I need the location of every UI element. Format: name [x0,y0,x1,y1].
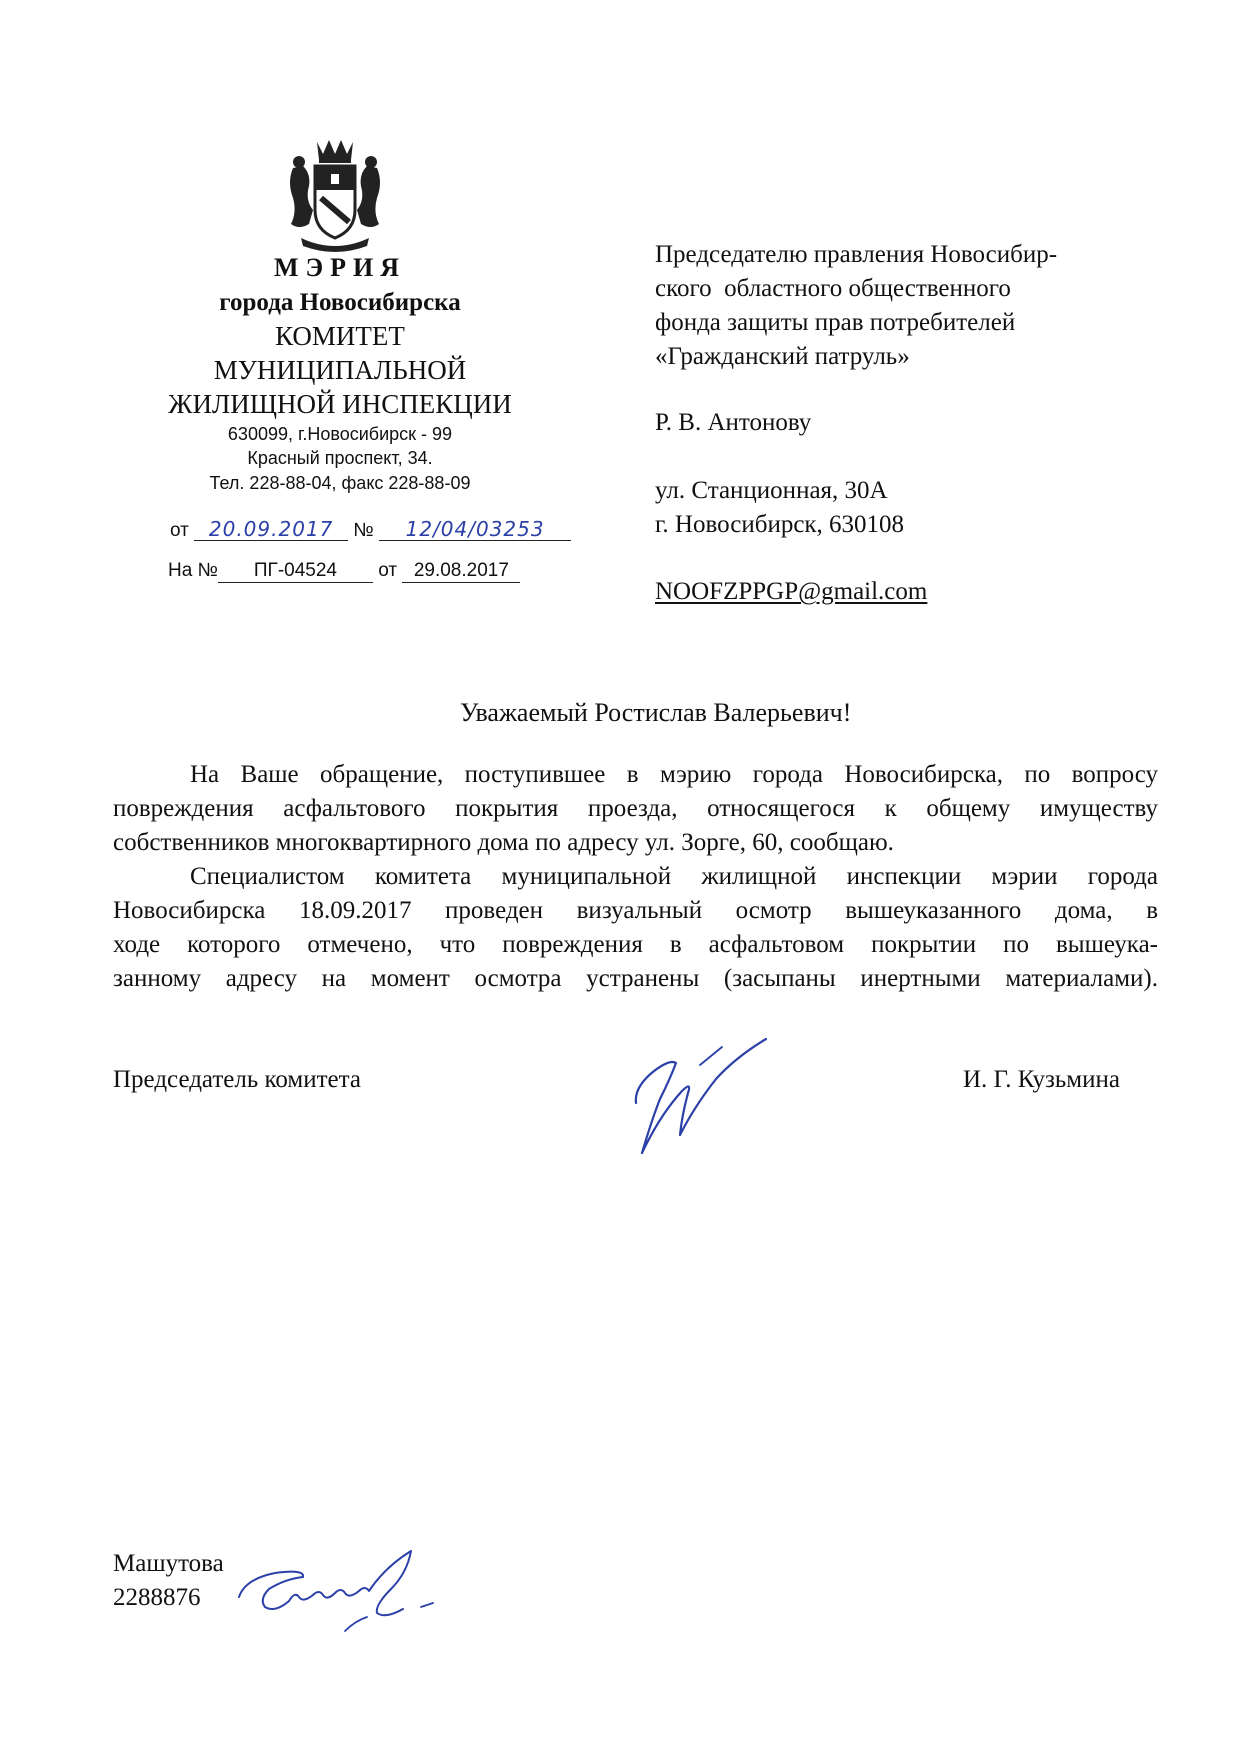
signer-title: Председатель комитета [113,1066,361,1093]
recipient-name: Р. В. Антонову [655,409,812,436]
org-city: города Новосибирска [219,289,461,316]
reference-date: 29.08.2017 [402,560,520,583]
body-line: повреждения асфальтового покрытия проезда, относящегося к общему имуществу [113,795,1158,822]
committee-line: КОМИТЕТ [275,321,405,351]
registration-number: 12/04/03253 [379,518,571,541]
address-line: Тел. 228-88-04, факс 228-88-09 [209,473,471,493]
address-line: 630099, г.Новосибирск - 99 [227,424,453,444]
signer-name: И. Г. Кузьмина [963,1066,1120,1093]
body-line: собственников многоквартирного дома по адресу ул. Зорге, 60, сообщаю. [113,829,894,856]
reference-date-prefix: от [378,560,398,581]
registration-date-prefix: от [170,520,189,541]
address-line: Красный проспект, 34. [247,448,433,468]
executor-phone: 2288876 [113,1584,201,1611]
recipient-line: «Гражданский патруль» [655,343,910,370]
body-line: ходе которого отмечено, что повреждения в асфальтовом покрытии по вышеука- [113,931,1158,958]
reference-number: ПГ-04524 [218,560,373,583]
org-name: МЭРИЯ [273,253,407,282]
executor-initials-signature [235,1545,465,1640]
recipient-line: фонда защиты прав потребителей [655,309,1016,336]
body-line: На Ваше обращение, поступившее в мэрию города Новосибирска, по вопросу [190,761,1158,788]
registration-row [170,518,571,544]
coat-of-arms-icon [283,138,387,256]
recipient-city: г. Новосибирск, 630108 [655,511,905,538]
handwritten-signature [630,1035,770,1165]
recipient-street: ул. Станционная, 30А [655,477,888,504]
body-line: Специалистом комитета муниципальной жилищной инспекции мэрии города [190,863,1158,890]
recipient-line: Председателю правления Новосибир- [655,241,1058,268]
committee-line: МУНИЦИПАЛЬНОЙ [213,355,467,385]
reference-prefix: На № [168,560,218,581]
recipient-line: ского областного общественного [655,275,1011,302]
recipient-email[interactable]: NOOFZPPGP@gmail.com [655,578,928,605]
registration-date: 20.09.2017 [194,518,348,541]
executor-name: Машутова [113,1550,224,1577]
registration-number-prefix: № [353,520,374,541]
committee-line: ЖИЛИЩНОЙ ИНСПЕКЦИИ [168,389,512,419]
body-line: Новосибирска 18.09.2017 проведен визуальный осмотр вышеуказанного дома, в [113,897,1158,924]
body-line: занному адресу на момент осмотра устранены (засыпаны инертными материалами). [113,965,1158,992]
reference-row [168,558,520,584]
salutation: Уважаемый Ростислав Валерьевич! [460,698,852,727]
